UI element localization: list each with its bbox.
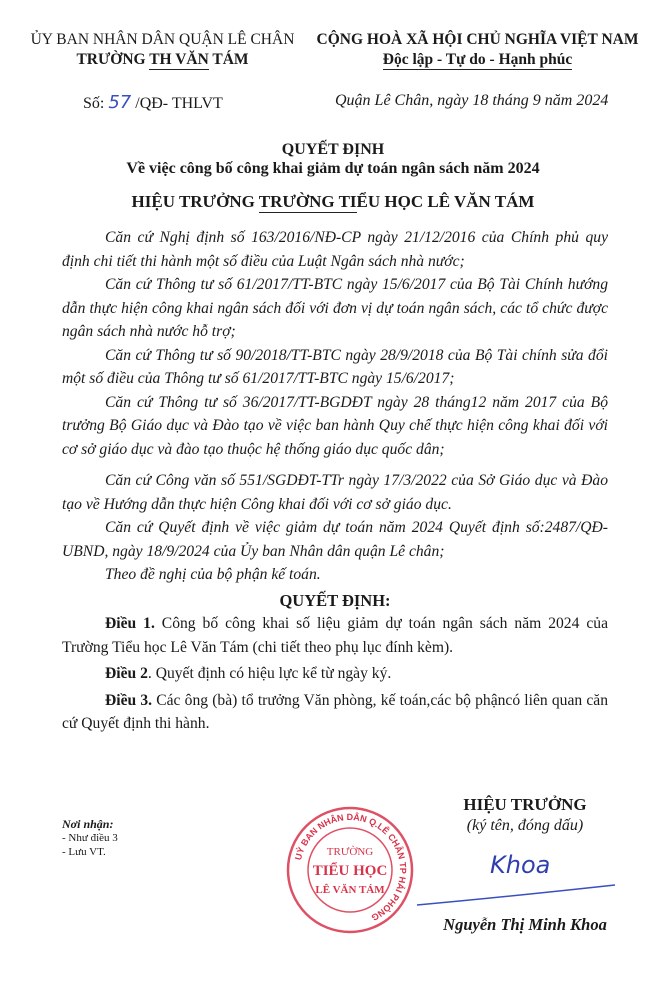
article-3-label: Điều 3. bbox=[105, 691, 153, 709]
school-name-c: TÁM bbox=[208, 51, 249, 68]
issuer-b: TRƯỜNG TI bbox=[258, 192, 357, 211]
issuer-title bbox=[0, 192, 666, 212]
recipients bbox=[62, 817, 118, 859]
basis-2: Căn cứ Thông tư số 61/2017/TT-BTC ngày 15/6/2017 của Bộ Tài Chính hướng dẫn thực hiện công khai ngân sách đối với đơn vị dự toán ngân sách, các tổ chức được ngân sách nhà nước hỗ trợ; bbox=[62, 276, 608, 340]
basis-5: Căn cứ Công văn số 551/SGDĐT-TTr ngày 17/3/2022 của Sở Giáo dục và Đào tạo về Hướng dẫn thực hiện Công khai đối với cơ sở giáo dục. bbox=[62, 472, 608, 513]
motto: Độc lập - Tự do - Hạnh phúc bbox=[382, 51, 573, 68]
official-stamp bbox=[285, 805, 415, 935]
article-1 bbox=[62, 612, 608, 659]
issuer-c: ỂU HỌC LÊ VĂN TÁM bbox=[356, 192, 535, 211]
article-1-label: Điều 1. bbox=[105, 615, 155, 632]
issuing-authority bbox=[20, 30, 305, 70]
signature-note: (ký tên, đóng dấu) bbox=[466, 817, 584, 834]
signer-position: HIỆU TRƯỞNG bbox=[463, 795, 587, 814]
signer-name: Nguyễn Thị Minh Khoa bbox=[443, 915, 607, 934]
issuer-a: HIỆU TRƯỞNG bbox=[131, 192, 259, 211]
authority-name: ỦY BAN NHÂN DÂN QUẬN LÊ CHÂN bbox=[30, 31, 295, 48]
basis-6: Căn cứ Quyết định về việc giảm dự toán năm 2024 Quyết định số:2487/QĐ-UBND, ngày 18/9/2024 của Ủy ban Nhân dân quận Lê chân; bbox=[62, 519, 608, 560]
recipient-item: - Như điều 3 bbox=[62, 832, 118, 844]
basis-4: Căn cứ Thông tư số 36/2017/TT-BGDĐT ngày 28 tháng12 năm 2017 của Bộ trưởng Bộ Giáo dục và Đào tạo về việc ban hành Quy chế thực hiện công khai đối với cơ sở giáo dục và đào tạo thuộc hệ thống giáo dục quốc dân; bbox=[62, 393, 608, 458]
signature-stroke bbox=[415, 883, 625, 909]
doc-subject: Về việc công bố công khai giảm dự toán ngân sách năm 2024 bbox=[126, 160, 540, 177]
basis-7: Theo đề nghị của bộ phận kế toán. bbox=[105, 566, 321, 583]
school-name-a: TRƯỜNG bbox=[76, 51, 150, 68]
stamp-line-1: TRƯỜNG bbox=[326, 846, 374, 858]
decision-heading: QUYẾT ĐỊNH: bbox=[279, 590, 391, 610]
stamp-line-3: LÊ VĂN TÁM bbox=[315, 884, 385, 896]
doc-type: QUYẾT ĐỊNH bbox=[281, 141, 385, 158]
basis-3: Căn cứ Thông tư số 90/2018/TT-BTC ngày 28/9/2018 của Bộ Tài chính sửa đổi một số điều của Thông tư số 61/2017/TT-BTC ngày 15/6/2017; bbox=[62, 346, 608, 387]
document-body bbox=[62, 226, 608, 736]
number-prefix: Số: bbox=[83, 95, 109, 112]
stamp-ring-text: UỶ BAN NHÂN DÂN Q.LÊ CHÂN TP HẢI PHÒNG bbox=[293, 811, 409, 923]
article-1-text: Công bố công khai số liệu giảm dự toán ngân sách năm 2024 của Trường Tiểu học Lê Văn Tám (chi tiết theo phụ lục đính kèm). bbox=[62, 615, 609, 656]
handwritten-number: 57 bbox=[108, 92, 132, 113]
recipients-title: Nơi nhận: bbox=[62, 817, 114, 831]
basis-1: Căn cứ Nghị định số 163/2016/NĐ-CP ngày 21/12/2016 của Chính phủ quy định chi tiết thi hành một số điều của Luật Ngân sách nhà nước; bbox=[62, 229, 608, 270]
article-2 bbox=[62, 662, 608, 686]
national-header bbox=[305, 30, 650, 70]
school-name bbox=[20, 50, 305, 70]
article-2-label: Điều 2 bbox=[105, 665, 148, 682]
place-date: Quận Lê Chân, ngày 18 tháng 9 năm 2024 bbox=[335, 92, 609, 109]
article-3-text: Các ông (bà) tổ trưởng Văn phòng, kế toán,các bộ phậncó liên quan căn cứ Quyết định thi hành. bbox=[62, 691, 608, 732]
signature-block bbox=[425, 795, 625, 945]
number-suffix: /QĐ- THLVT bbox=[131, 95, 223, 112]
document-number bbox=[83, 92, 223, 113]
nation-name: CỘNG HOÀ XÃ HỘI CHỦ NGHĨA VIỆT NAM bbox=[316, 31, 639, 48]
recipient-item: - Lưu VT. bbox=[62, 846, 106, 858]
stamp-line-2: TIỂU HỌC bbox=[312, 863, 388, 879]
article-3 bbox=[62, 689, 608, 736]
school-name-b: TH VĂN bbox=[149, 51, 209, 68]
article-2-text: . Quyết định có hiệu lực kể từ ngày ký. bbox=[147, 665, 392, 682]
handwritten-signature: Khoa bbox=[490, 851, 551, 879]
